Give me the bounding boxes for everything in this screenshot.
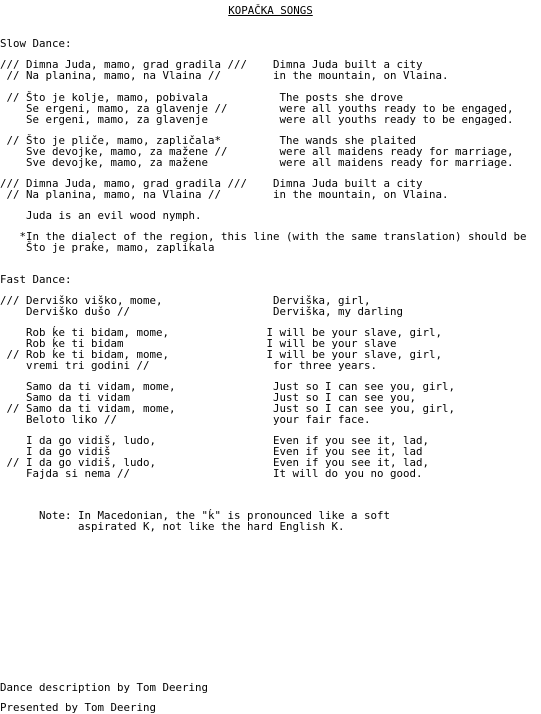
lyric-line: Sve devojke, mamo, za mažene // were all maidens ready for marriage, (0, 145, 514, 158)
lyric-line: /// Derviško viško, mome, Derviška, girl, (0, 294, 371, 307)
lyric-line: // Što je kolje, mamo, pobivala The posts she drove (0, 91, 404, 104)
lyric-line: Beloto liko // your fair face. (0, 413, 371, 426)
lyric-line: // Samo da ti vidam, mome, Just so I can see you, girl, (0, 402, 456, 415)
lyric-line: Samo da ti vidam Just so I can see you, (0, 391, 417, 404)
lyric-line: Se ergeni, mamo, za glavenje were all youths ready to be engaged. (0, 113, 514, 126)
lyric-line: Se ergeni, mamo, za glavenje // were all youths ready to be engaged, (0, 102, 514, 115)
lyric-line: // Na planina, mamo, na Vlaina // in the mountain, on Vlaina. (0, 188, 449, 201)
footnote-text: *In the dialect of the region, this line (with the same translation) should be (0, 230, 527, 243)
lyric-line: /// Dimna Juda, mamo, grad gradila /// Dimna Juda built a city (0, 58, 423, 71)
credit-presenter: Presented by Tom Deering (0, 701, 157, 714)
lyric-line: I da go vidiš, ludo, Even if you see it, lad, (0, 434, 430, 447)
slow-dance-heading: Slow Dance: (0, 37, 72, 50)
lyric-line: Fajda si nema // It will do you no good. (0, 467, 423, 480)
lyric-line: Rob ḱe ti bidam I will be your slave (0, 337, 397, 350)
lyric-line: // Što je pliče, mamo, zapličala* The wands she plaited (0, 134, 417, 147)
page-title: KOPAČKA SONGS (228, 4, 313, 17)
lyric-line: Derviško dušo // Derviška, my darling (0, 305, 404, 318)
lyric-line: /// Dimna Juda, mamo, grad gradila /// Dimna Juda built a city (0, 177, 423, 190)
pronunciation-note: aspirated K, not like the hard English K. (0, 520, 345, 533)
lyric-line: // I da go vidiš, ludo, Even if you see it, lad, (0, 456, 430, 469)
fast-dance-heading: Fast Dance: (0, 273, 72, 286)
credit-description: Dance description by Tom Deering (0, 681, 209, 694)
footnote-text: Juda is an evil wood nymph. (0, 209, 202, 222)
lyric-line: Sve devojke, mamo, za mažene were all maidens ready for marriage. (0, 156, 514, 169)
pronunciation-note: Note: In Macedonian, the "ḱ" is pronounced like a soft (0, 509, 391, 522)
lyric-line: Samo da ti vidam, mome, Just so I can see you, girl, (0, 380, 456, 393)
lyric-line: vremi tri godini // for three years. (0, 359, 378, 372)
lyric-line: Rob ḱe ti bidam, mome, I will be your slave, girl, (0, 326, 443, 339)
lyric-line: I da go vidiš Even if you see it, lad (0, 445, 423, 458)
footnote-text: Što je praḱe, mamo, zapliḱala (0, 241, 215, 254)
lyric-line: // Rob ḱe ti bidam, mome, I will be your slave, girl, (0, 348, 443, 361)
lyric-line: // Na planina, mamo, na Vlaina // in the mountain, on Vlaina. (0, 69, 449, 82)
